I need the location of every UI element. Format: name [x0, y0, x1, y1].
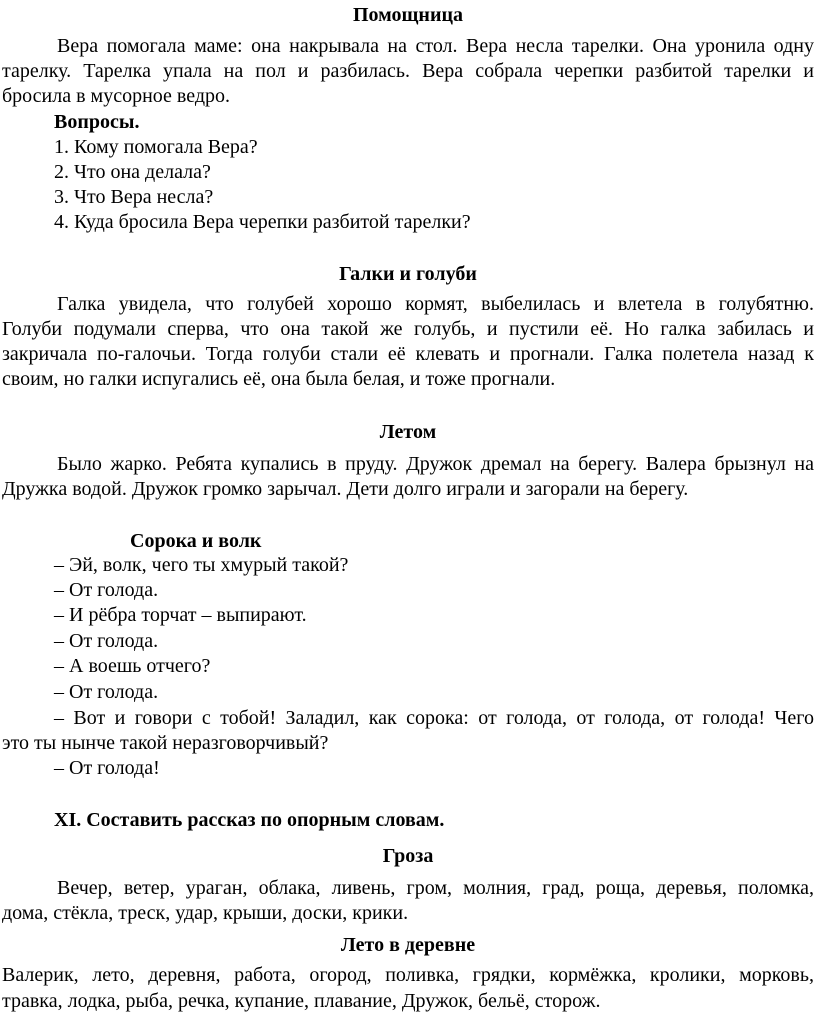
paragraph-line: Голуби подумали сперва, что она такой же голубь, и пустили её. Но галка забилась и	[2, 318, 814, 340]
paragraph-line: бросила в мусорное ведро.	[2, 85, 231, 107]
paragraph-line: Вера помогала маме: она накрывала на стол. Вера несла тарелки. Она уронила одну	[57, 35, 814, 57]
paragraph-line: Дружка водой. Дружок громко зарычал. Дети долго играли и загорали на берегу.	[2, 478, 689, 500]
question-item: 4. Куда бросила Вера черепки разбитой тарелки?	[54, 211, 471, 233]
story-title: Галки и голуби	[339, 263, 477, 285]
dialogue-line: – От голода.	[54, 579, 159, 601]
dialogue-line: – А воешь отчего?	[54, 655, 211, 677]
story-title: Помощница	[353, 4, 463, 26]
paragraph-line: Вечер, ветер, ураган, облака, ливень, гром, молния, град, роща, деревья, поломка,	[57, 877, 814, 899]
questions-heading: Вопросы.	[54, 111, 140, 133]
story-title: Гроза	[382, 845, 434, 867]
dialogue-line: – От голода.	[54, 630, 159, 652]
paragraph-line: закричала по-галочьи. Тогда голуби стали её клевать и прогнали. Галка полетела назад к	[2, 343, 814, 365]
dialogue-line: – Эй, волк, чего ты хмурый такой?	[54, 554, 349, 576]
dialogue-line: – Вот и говори с тобой! Заладил, как сорока: от голода, от голода, от голода! Чего	[54, 707, 814, 729]
paragraph-line: Валерик, лето, деревня, работа, огород, поливка, грядки, кормёжка, кролики, морковь,	[2, 964, 814, 986]
paragraph-line: своим, но галки испугались её, она была белая, и тоже прогнали.	[2, 368, 556, 390]
question-item: 1. Кому помогала Вера?	[54, 136, 258, 158]
dialogue-line: – От голода.	[54, 681, 159, 703]
paragraph-line: Галка увидела, что голубей хорошо кормят, выбелилась и влетела в голубятню.	[57, 293, 814, 315]
dialogue-line: – И рёбра торчат – выпирают.	[54, 604, 307, 626]
question-item: 3. Что Вера несла?	[54, 186, 214, 208]
dialogue-line: – От голода!	[54, 757, 160, 779]
story-title: Лето в деревне	[340, 934, 476, 956]
section-heading: XI. Составить рассказ по опорным словам.	[54, 809, 445, 831]
dialogue-line: это ты нынче такой неразговорчивый?	[2, 732, 329, 754]
paragraph-line: дома, стёкла, треск, удар, крыши, доски, крики.	[2, 902, 409, 924]
paragraph-line: тарелку. Тарелка упала на пол и разбилась. Вера собрала черепки разбитой тарелки и	[2, 60, 814, 82]
question-item: 2. Что она делала?	[54, 161, 211, 183]
paragraph-line: травка, лодка, рыба, речка, купание, плавание, Дружок, бельё, сторож.	[2, 990, 601, 1012]
paragraph-line: Было жарко. Ребята купались в пруду. Дружок дремал на берегу. Валера брызнул на	[57, 453, 814, 475]
story-title: Летом	[379, 421, 437, 443]
story-title: Сорока и волк	[130, 530, 262, 552]
